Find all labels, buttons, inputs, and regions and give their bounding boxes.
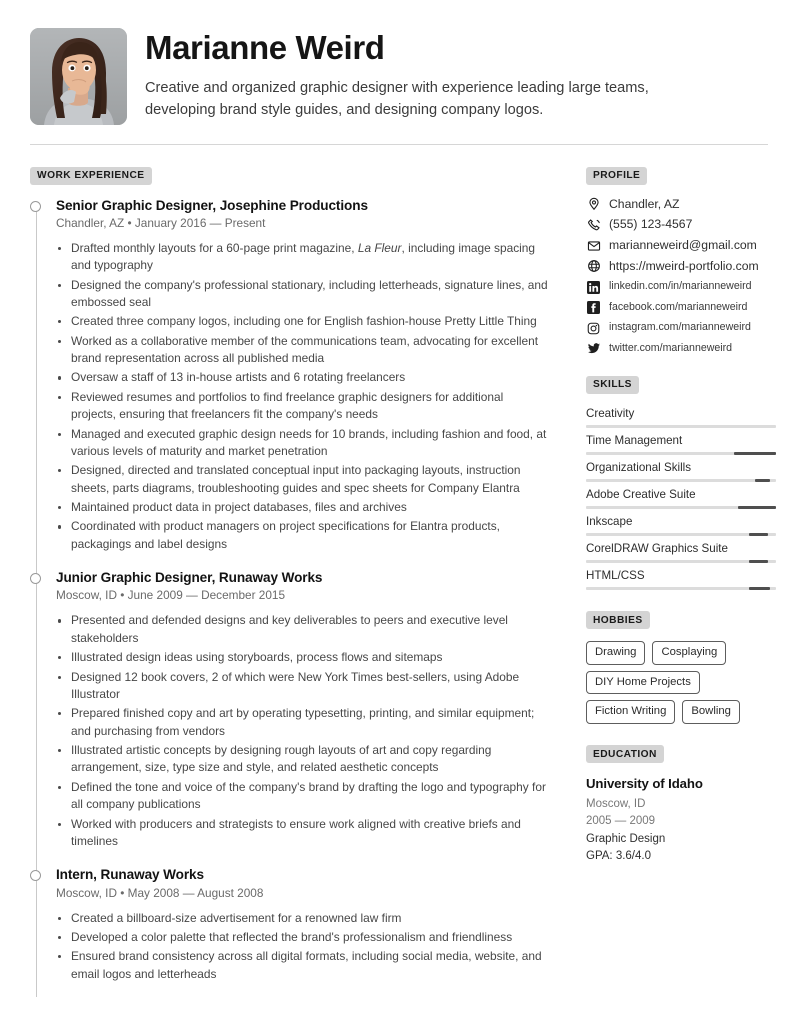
job-bullet-list bbox=[56, 240, 548, 553]
job-bullet: Designed, directed and translated conceptual input into packaging layouts, instruction sheets, parts diagrams, troubleshooting guides and spec sheets for Company Elantra bbox=[56, 462, 548, 497]
skill-label: HTML/CSS bbox=[586, 568, 645, 582]
profile-contact-row[interactable] bbox=[586, 197, 776, 212]
page-title: Marianne Weird bbox=[145, 29, 385, 66]
job-bullet-list bbox=[56, 612, 548, 850]
profile-contact-row[interactable] bbox=[586, 280, 776, 295]
skill-level-bar bbox=[586, 452, 776, 455]
profile-contact-row[interactable] bbox=[586, 300, 776, 315]
job-bullet: Drafted monthly layouts for a 60-page print magazine, La Fleur, including image spacing and typography bbox=[56, 240, 548, 275]
profile-contact-row[interactable] bbox=[586, 321, 776, 336]
profile-contact-text: facebook.com/marianneweird bbox=[609, 300, 748, 313]
phone-icon bbox=[586, 217, 601, 232]
skill-item bbox=[586, 487, 776, 509]
skill-item bbox=[586, 541, 776, 563]
job-bullet: Developed a color palette that reflected the brand's professionalism and friendliness bbox=[56, 929, 548, 946]
profile-photo-icon bbox=[30, 28, 127, 125]
education-years: 2005 — 2009 bbox=[586, 815, 656, 828]
skill-level-indicator bbox=[749, 533, 768, 536]
skill-label: Inkscape bbox=[586, 514, 633, 528]
skill-label: Time Management bbox=[586, 433, 683, 447]
job-bullet: Ensured brand consistency across all digital formats, including social media, website, and email logos and letterheads bbox=[56, 948, 548, 983]
profile-contact-row[interactable] bbox=[586, 238, 776, 253]
skill-label: Creativity bbox=[586, 406, 635, 420]
hobbies-block bbox=[586, 641, 776, 723]
job-bullet: Worked as a collaborative member of the communications team, advocating for excellent brand representation across all published media bbox=[56, 333, 548, 368]
skill-item bbox=[586, 406, 776, 428]
job-title: Junior Graphic Designer, Runaway Works bbox=[56, 570, 323, 586]
header-text-block bbox=[145, 28, 768, 122]
emphasis-text: La Fleur bbox=[357, 240, 402, 255]
education-block bbox=[586, 775, 776, 865]
education-location: Moscow, ID bbox=[586, 798, 646, 811]
skill-item bbox=[586, 514, 776, 536]
skill-level-indicator bbox=[734, 452, 776, 455]
job-bullet: Defined the tone and voice of the company's brand by drafting the logo and typography for all company publications bbox=[56, 779, 548, 814]
twitter-icon bbox=[586, 341, 601, 356]
work-experience-entry bbox=[56, 569, 548, 850]
skill-item bbox=[586, 568, 776, 590]
job-bullet: Oversaw a staff of 13 in-house artists and 6 rotating freelancers bbox=[56, 369, 548, 386]
location-pin-icon bbox=[586, 197, 601, 212]
timeline-marker-icon bbox=[30, 573, 41, 584]
work-experience-entry bbox=[56, 197, 548, 554]
hobby-chip: Bowling bbox=[682, 700, 740, 723]
hobby-chip: DIY Home Projects bbox=[586, 671, 700, 694]
skill-level-bar bbox=[586, 587, 776, 590]
skill-level-indicator bbox=[755, 479, 770, 482]
skill-level-bar bbox=[586, 560, 776, 563]
timeline-marker-icon bbox=[30, 201, 41, 212]
profile-contact-row[interactable] bbox=[586, 341, 776, 356]
hobby-chip: Fiction Writing bbox=[586, 700, 675, 723]
timeline-marker-icon bbox=[30, 870, 41, 881]
job-bullet-list bbox=[56, 910, 548, 984]
job-bullet: Prepared finished copy and art by operating typesetting, printing, and similar equipment; and purchasing from vendors bbox=[56, 705, 548, 740]
skill-level-indicator bbox=[738, 506, 776, 509]
skill-level-bar bbox=[586, 506, 776, 509]
facebook-icon bbox=[586, 300, 601, 315]
job-bullet: Reviewed resumes and portfolios to find freelance graphic designers for additional projects, ensuring that freelancers fit the company's needs bbox=[56, 389, 548, 424]
skill-label: Adobe Creative Suite bbox=[586, 487, 696, 501]
job-bullet: Managed and executed graphic design needs for 10 brands, including fashion and food, at various levels of maturity and market penetration bbox=[56, 426, 548, 461]
job-meta: Chandler, AZ • January 2016 — Present bbox=[56, 215, 266, 230]
instagram-icon bbox=[586, 321, 601, 336]
section-header-profile: PROFILE bbox=[586, 167, 647, 185]
job-meta: Moscow, ID • June 2009 — December 2015 bbox=[56, 588, 286, 603]
education-gpa: GPA: 3.6/4.0 bbox=[586, 849, 651, 862]
skill-level-bar bbox=[586, 533, 776, 536]
skill-level-indicator bbox=[749, 560, 768, 563]
profile-contact-row[interactable] bbox=[586, 259, 776, 274]
profile-contact-text: twitter.com/marianneweird bbox=[609, 341, 733, 354]
resume-header bbox=[30, 28, 768, 143]
work-experience-entry bbox=[56, 866, 548, 983]
profile-contact-text: instagram.com/marianneweird bbox=[609, 321, 751, 334]
profile-contact-text: linkedin.com/in/marianneweird bbox=[609, 280, 752, 293]
education-major: Graphic Design bbox=[586, 832, 666, 845]
skills-list bbox=[586, 406, 776, 590]
linkedin-icon bbox=[586, 280, 601, 295]
education-school: University of Idaho bbox=[586, 776, 703, 792]
skill-item bbox=[586, 433, 776, 455]
profile-contact-text: (555) 123-4567 bbox=[609, 217, 693, 232]
hobby-chip: Drawing bbox=[586, 641, 645, 664]
skill-label: CorelDRAW Graphics Suite bbox=[586, 541, 728, 555]
skill-label: Organizational Skills bbox=[586, 460, 692, 474]
envelope-icon bbox=[586, 238, 601, 253]
skill-level-bar bbox=[586, 479, 776, 482]
avatar bbox=[30, 28, 127, 125]
sidebar-column bbox=[586, 165, 776, 985]
globe-icon bbox=[586, 259, 601, 274]
hobby-chip-group bbox=[586, 641, 776, 723]
skill-level-indicator bbox=[749, 587, 770, 590]
job-bullet: Illustrated design ideas using storyboards, process flows and sitemaps bbox=[56, 649, 548, 666]
job-bullet: Created three company logos, including one for English fashion-house Pretty Little Thing bbox=[56, 313, 548, 330]
profile-contact-text: marianneweird@gmail.com bbox=[609, 238, 757, 252]
job-bullet: Illustrated artistic concepts by designing rough layouts of art and copy regarding arrangement, size, type size and style, and related aesthetic concepts bbox=[56, 742, 548, 777]
section-header-skills: SKILLS bbox=[586, 376, 639, 394]
section-header-education: EDUCATION bbox=[586, 745, 664, 763]
professional-summary: Creative and organized graphic designer with experience leading large teams, developing brand style guides, and designing company logos. bbox=[145, 80, 649, 119]
skill-level-bar bbox=[586, 425, 776, 428]
profile-contact-list bbox=[586, 197, 776, 357]
main-column bbox=[30, 165, 548, 985]
section-header-work-experience: WORK EXPERIENCE bbox=[30, 167, 152, 185]
profile-contact-row[interactable] bbox=[586, 217, 776, 232]
job-bullet: Designed 12 book covers, 2 of which were New York Times best-sellers, using Adobe Illustrator bbox=[56, 669, 548, 704]
skill-item bbox=[586, 460, 776, 482]
job-bullet: Designed the company's professional stationary, including letterheads, signature lines, and embossed seal bbox=[56, 277, 548, 312]
job-meta: Moscow, ID • May 2008 — August 2008 bbox=[56, 885, 264, 900]
job-bullet: Presented and defended designs and key deliverables to peers and executive level stakeholders bbox=[56, 612, 548, 647]
resume-body bbox=[30, 145, 768, 985]
section-header-hobbies: HOBBIES bbox=[586, 611, 650, 629]
hobby-chip: Cosplaying bbox=[652, 641, 726, 664]
job-bullet: Coordinated with product managers on project specifications for Elantra products, packagings and label designs bbox=[56, 518, 548, 553]
job-bullet: Created a billboard-size advertisement for a renowned law firm bbox=[56, 910, 548, 927]
job-title: Senior Graphic Designer, Josephine Productions bbox=[56, 197, 368, 213]
job-bullet: Worked with producers and strategists to ensure work aligned with creative briefs and timelines bbox=[56, 816, 548, 851]
work-experience-timeline bbox=[30, 197, 548, 984]
profile-contact-text: Chandler, AZ bbox=[609, 196, 680, 211]
job-title: Intern, Runaway Works bbox=[56, 867, 204, 883]
job-bullet: Maintained product data in project databases, files and archives bbox=[56, 499, 548, 516]
profile-contact-text: https://mweird-portfolio.com bbox=[609, 258, 759, 273]
